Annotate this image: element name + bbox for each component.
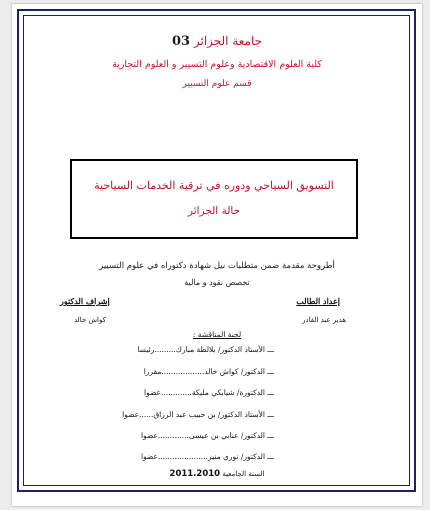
supervisor-label: إشراف الدكتور	[60, 296, 110, 306]
academic-year-value: 2011.2010	[169, 469, 221, 479]
thesis-description: أطروحة مقدمة ضمن متطلبات نيل شهادة دكتوراه في علوم التسيير	[99, 261, 335, 271]
academic-year-label: السنة الجامعية	[222, 470, 265, 478]
document-page	[12, 4, 422, 506]
committee-member: ـــ الدكتور/ نوري منير.....................عضوا	[140, 452, 274, 461]
specialization: تخصص نقود و مالية	[184, 278, 250, 287]
student-label: إعداد الطالب	[296, 296, 340, 306]
university-number: 03	[171, 34, 191, 49]
committee-member: ـــ الأستاذ الدكتور/ بن حبيب عبد الرزاق......عضوا	[122, 410, 274, 419]
thesis-title-box	[70, 159, 358, 239]
student-name: هدير عبد القادر	[302, 316, 346, 324]
department-name: قسم علوم التسيير	[182, 79, 252, 89]
thesis-title-line1: التسويق السياحي ودوره في ترقية الخدمات السياحية	[94, 179, 334, 192]
academic-year	[12, 469, 422, 479]
committee-member: ـــ الدكتورة/ شيابكي مليكة.............عضوا	[143, 388, 274, 397]
committee-title: لجنة المناقشة :	[192, 330, 242, 339]
committee-member: ـــ الدكتور/ كواش خالد..................مقررا	[143, 367, 274, 376]
faculty-name: كلية العلوم الاقتصادية وعلوم التسيير و العلوم التجارية	[112, 59, 322, 70]
university-name: جامعة الجزائر 03	[171, 34, 263, 49]
supervisor-name: كواش خالد	[74, 316, 106, 324]
committee-member: ـــ الدكتور/ عنابي بن عيسى.............عضوا	[140, 431, 274, 440]
committee-member: ـــ الأستاذ الدكتور/ بلالطة مبارك.........رئيسا	[137, 345, 274, 354]
thesis-title-line2: حالة الجزائر	[187, 205, 241, 217]
